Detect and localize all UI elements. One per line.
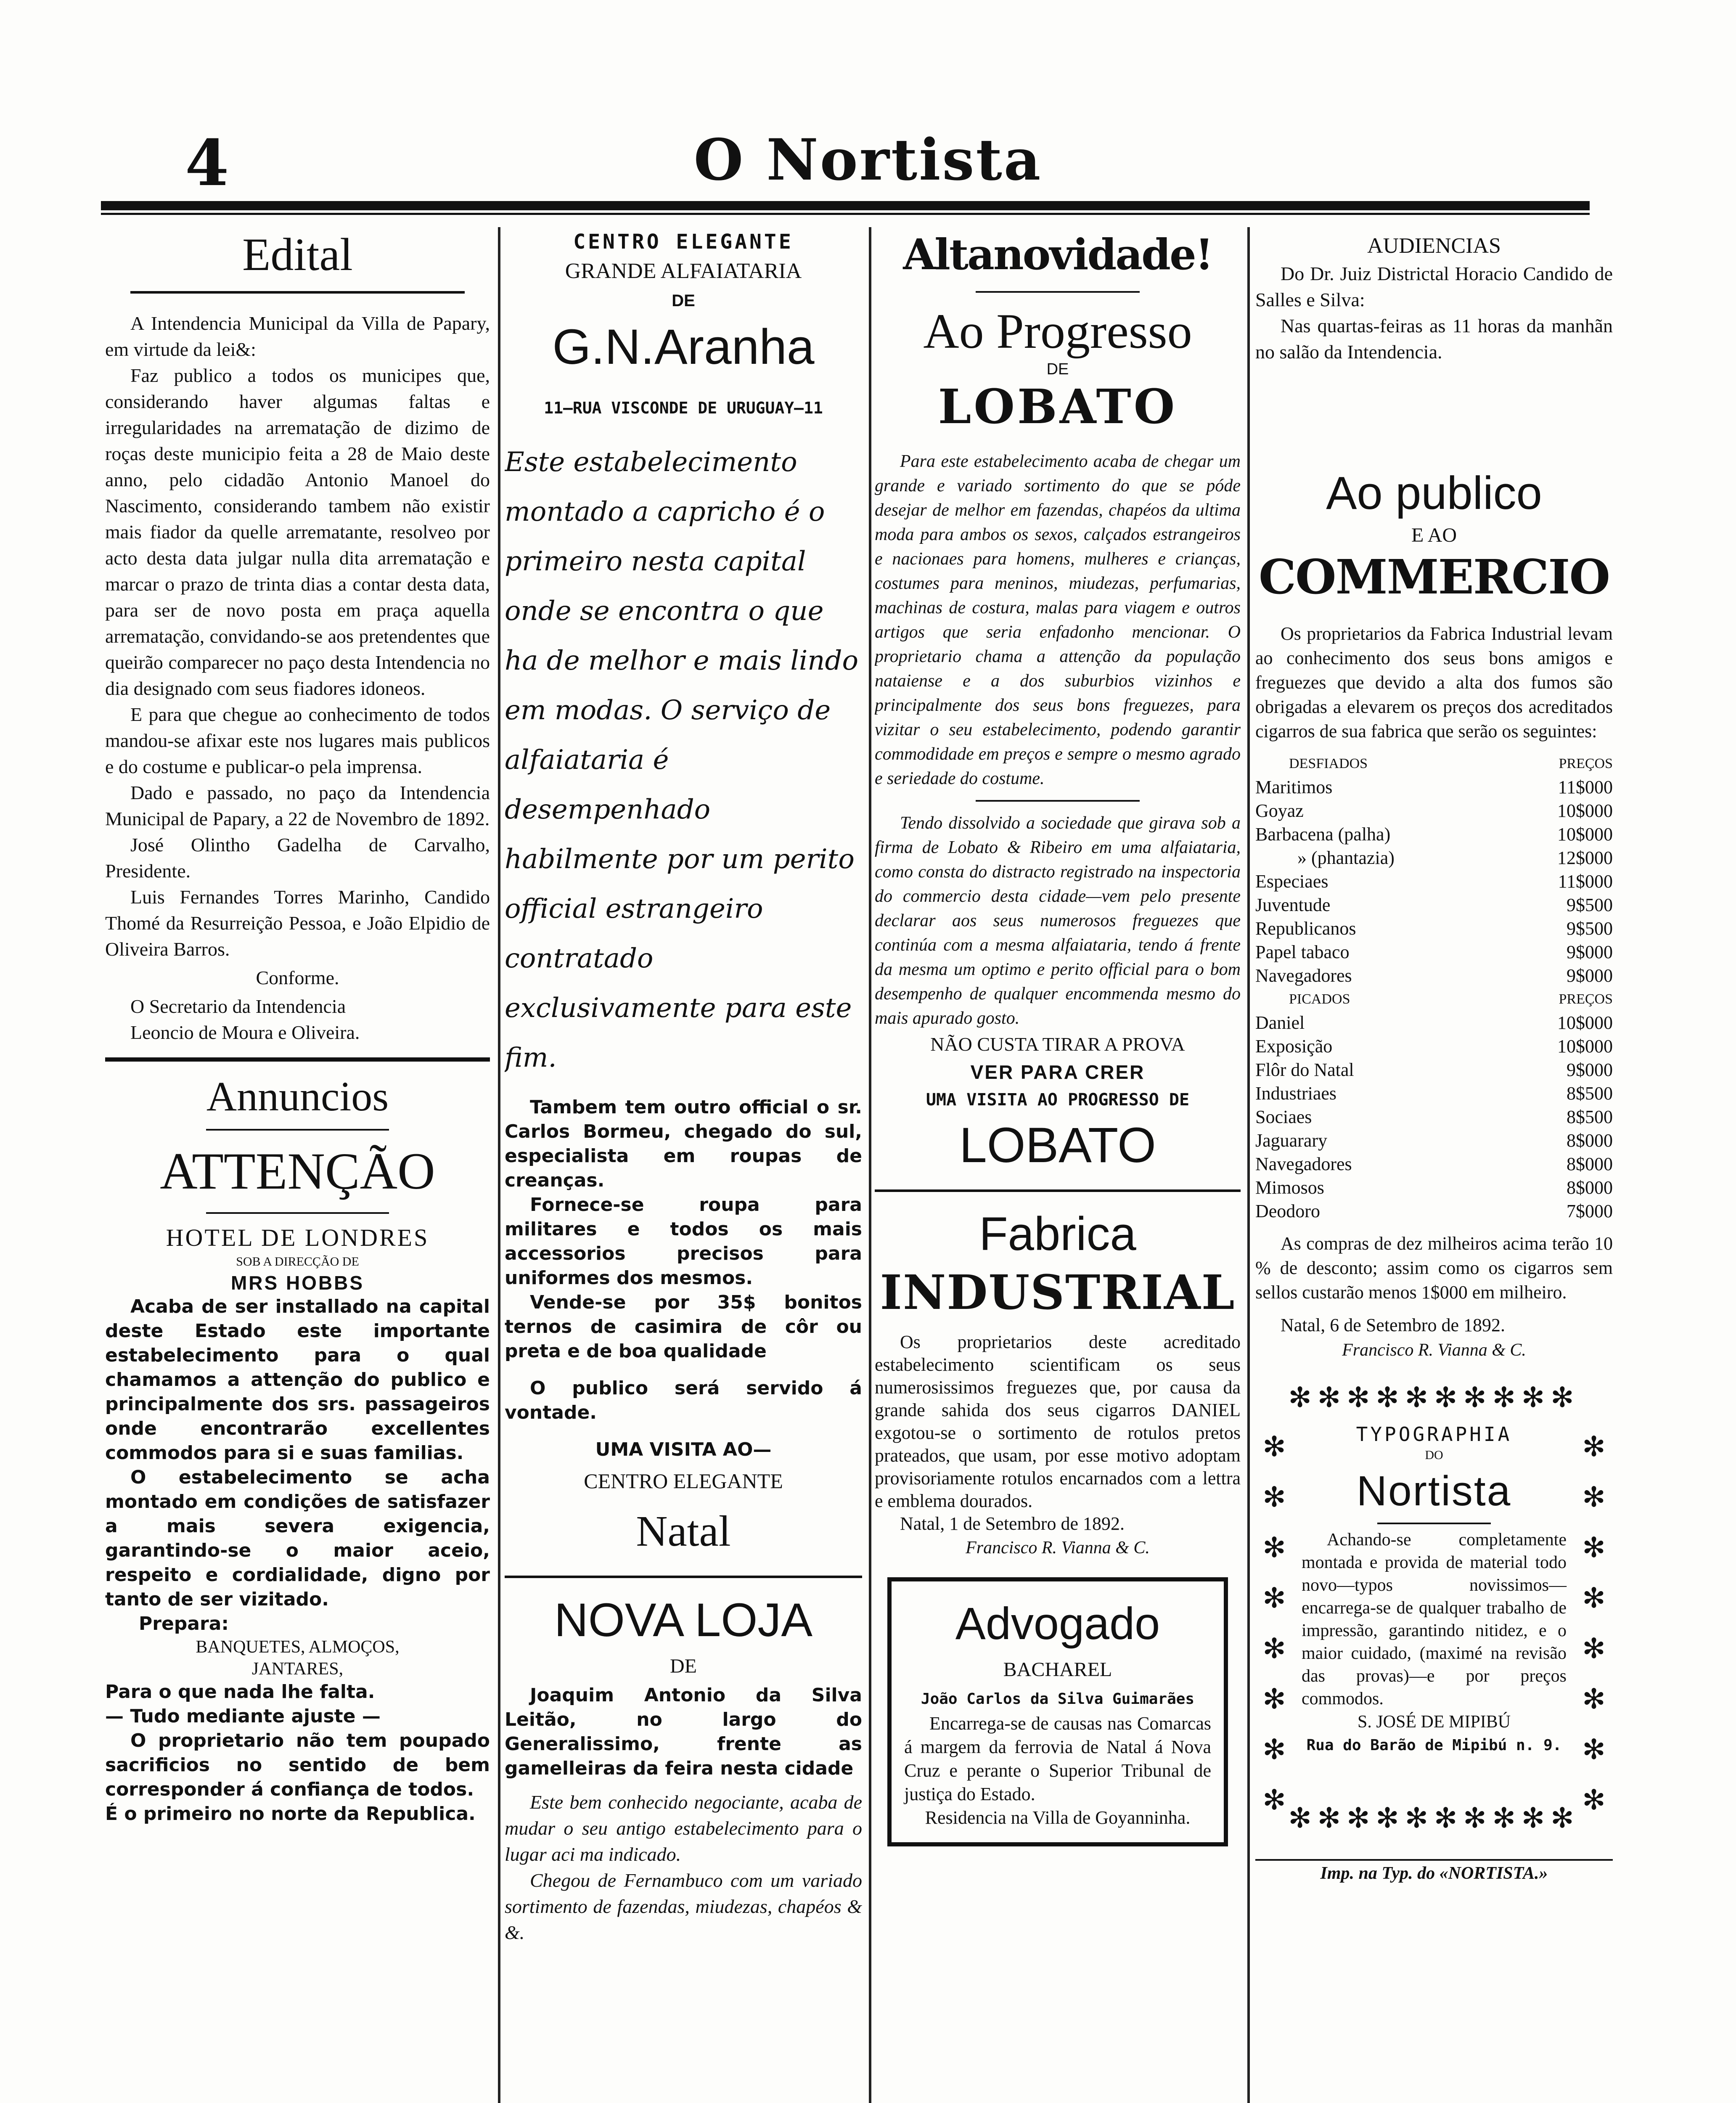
table-row	[1255, 964, 1613, 988]
masthead-rule-thin	[101, 213, 1590, 215]
price-value: 9$000	[1567, 965, 1613, 986]
hotel-prepara: Prepara:	[139, 1613, 229, 1634]
price-name: Mimosos	[1255, 1177, 1324, 1198]
audiencias-heading: AUDIENCIAS	[1367, 234, 1501, 258]
hotel-body: Acaba de ser installado na capital deste Estado este importante estabelecimento para o qual chamamos a attenção do publico e principalmente dos srs. passageiros onde encontrarão excellentes commodos para si e suas familias.	[105, 1296, 490, 1464]
advogado-body: Encarrega-se de causas nas Comarcas á margem da ferrovia de Natal á Nova Cruz e perante o Superior Tribunal de justiça do Estado.	[904, 1713, 1211, 1804]
commercio-compras: As compras de dez milheiros acima terão 10 % de desconto; assim como os cigarros sem sellos custarão menos 1$000 em milheiro.	[1255, 1233, 1613, 1303]
progresso-de: DE	[1046, 360, 1069, 378]
ao-publico-heading: Ao publico	[1326, 467, 1542, 519]
price-value: 8$500	[1567, 1107, 1613, 1127]
table-row	[1255, 776, 1613, 799]
aranha-visita: UMA VISITA AO—	[595, 1439, 772, 1460]
nova-loja-chegou: Chegou de Fernambuco com um variado sortimento de fazendas, miudezas, chapéos & &.	[505, 1870, 862, 1943]
price-name: Jaguarary	[1255, 1130, 1328, 1151]
aranha-address: 11—RUA VISCONDE DE URUGUAY—11	[544, 399, 823, 417]
aranha-vende: Vende-se por 35$ bonitos ternos de casimira de côr ou preta e de boa qualidade	[505, 1292, 862, 1362]
aranha-script: Este estabelecimento montado a capricho é o primeiro nesta capital onde se encontra o que ha de melhor e mais lindo em modas. O serviço de alfaiataria é desempenhado habilmente por um perito official estrangeiro contratado exclusivamente para este fim.	[505, 447, 858, 1073]
table-row	[1255, 1082, 1613, 1105]
price-value: 9$500	[1567, 918, 1613, 939]
table-row	[1255, 1152, 1613, 1176]
edital-paragraph: Faz publico a todos os municipes que, considerando haver algumas faltas e irregularidades na arrematação de dizimo de roças deste municipio feita a 28 de Maio deste anno, pelo cidadão Antonio Manoel do Nascimento, considerando tambem não existir mais fiador da quelle arrematante, resolveo por acto desta data julgar nulla dita arrematação e marcar o prazo de trinta dias a contar desta data, para ser de novo posta em praça aquella arrematação, convidando-se aos pretendentes que queirão comparecer no paço desta Intendencia no dia designado com seus fiadores idoneos.	[105, 365, 490, 699]
price-value: 7$000	[1567, 1201, 1613, 1221]
ornament-border-bottom: ✻✻✻✻✻✻✻✻✻✻	[1288, 1802, 1580, 1834]
aranha-centro: CENTRO ELEGANTE	[584, 1469, 783, 1493]
nova-loja-este: Este bem conhecido negociante, acaba de mudar o seu antigo estabelecimento para o lugar aci ma indicado.	[505, 1791, 862, 1865]
column-divider	[869, 227, 871, 2103]
price-name: Barbacena (palha)	[1255, 824, 1391, 845]
price-value: 8$000	[1567, 1154, 1613, 1174]
nova-loja-heading: NOVA LOJA	[554, 1594, 813, 1646]
price-name: Papel tabaco	[1255, 942, 1350, 962]
edital-body	[105, 310, 490, 1046]
edital-paragraph: E para que chegue ao conhecimento de todos mandou-se afixar este nos lugares mais publicos e do costume e publicar-o pela imprensa.	[105, 704, 490, 777]
price-name: Especiaes	[1255, 871, 1328, 892]
hotel-name: HOTEL DE LONDRES	[166, 1224, 429, 1251]
price-name: Navegadores	[1255, 965, 1352, 986]
commercio-heading: COMMERCIO	[1258, 550, 1610, 605]
price-name: Deodoro	[1255, 1201, 1320, 1221]
alta-novidade-heading: Altanovidade!	[903, 230, 1212, 279]
edital-paragraph: Luis Fernandes Torres Marinho, Candido Thomé da Resurreição Pessoa, e João Elpidio de Oliveira Barros.	[105, 886, 490, 960]
advogado-heading: Advogado	[955, 1598, 1160, 1649]
lobato-para-este: Para este estabelecimento acaba de chegar um grande e variado sortimento do que se póde desejar de melhor em fazendas, chapéos da ultima moda para ambos os sexos, calçados estrangeiros e nacionaes para homens, mulheres e crianças, costumes para meninos, miudezas, perfumarias, machinas de costura, malas para viagem e outros artigos que seria enfadonho mencionar. O proprietario chama a attenção da população nataiense e a dos suburbios vizinhos e principalmente dos seus bons freguezes, para vizitar o seu estabelecimento, podendo garantir commodidade em preços e sempre o mesmo agrado e seriedade do costume.	[875, 452, 1241, 788]
price-value: 8$500	[1567, 1083, 1613, 1104]
price-name: Daniel	[1255, 1012, 1305, 1033]
typographia-box	[1255, 1381, 1613, 1973]
divider	[105, 1057, 490, 1062]
price-name: Industriaes	[1255, 1083, 1337, 1104]
masthead-rule	[101, 201, 1590, 210]
table-row	[1255, 799, 1613, 823]
edital-paragraph: A Intendencia Municipal da Villa de Papary, em virtude da lei&:	[105, 313, 490, 360]
fabrica-heading: Fabrica	[979, 1208, 1136, 1260]
table-row	[1255, 917, 1613, 940]
divider	[976, 800, 1140, 802]
secretario: O Secretario da Intendencia	[130, 996, 346, 1017]
lobato-nao-custa: NÃO CUSTA TIRAR A PROVA	[930, 1033, 1185, 1055]
imprint: Imp. na Typ. do «NORTISTA.»	[1255, 1859, 1613, 1886]
price-name: » (phantazia)	[1297, 848, 1395, 868]
table-row	[1255, 823, 1613, 846]
price-value: 10$000	[1557, 1012, 1613, 1033]
conforme: Conforme.	[256, 967, 339, 988]
price-name: Navegadores	[1255, 1154, 1352, 1174]
hotel-banquetes: BANQUETES, ALMOÇOS, JANTARES,	[196, 1637, 400, 1679]
table-row	[1255, 1035, 1613, 1058]
table-header: PICADOS	[1289, 991, 1350, 1007]
table-row	[1255, 940, 1613, 964]
table-row	[1255, 870, 1613, 893]
column-4	[1255, 219, 1613, 2103]
hotel-proprietario: O proprietario não tem poupado sacrificios no sentido de bem corresponder á confiança de todos.	[105, 1730, 490, 1800]
divider	[206, 1129, 389, 1131]
price-name: Republicanos	[1255, 918, 1356, 939]
column-3	[875, 219, 1241, 2103]
typographia-do: DO	[1425, 1448, 1443, 1462]
price-name: Maritimos	[1255, 777, 1333, 797]
price-value: 12$000	[1557, 848, 1613, 868]
price-value: 9$000	[1567, 1059, 1613, 1080]
lobato-tendo: Tendo dissolvido a sociedade que girava sob a firma de Lobato & Ribeiro em uma alfaiataria, como consta do distracto registrado na inspectoria do commercio desta cidade—vem pelo presente declarar aos seus numerosos freguezes que continúa com a mesma alfaiataria, tendo á frente da mesma um optimo e perito official para o bom desempenho de qualquer encommenda mesmo do mais apurado gosto.	[875, 813, 1241, 1028]
audiencias-dr: Do Dr. Juiz Districtal Horacio Candido de Salles e Silva:	[1255, 263, 1613, 310]
progresso-heading: Ao Progresso	[923, 304, 1192, 359]
table-header: PREÇOS	[1559, 756, 1613, 771]
typographia-heading: TYPOGRAPHIA	[1356, 1423, 1512, 1446]
price-name: Juventude	[1255, 895, 1331, 915]
divider	[206, 1212, 389, 1214]
advogado-box	[887, 1577, 1228, 1846]
aranha-natal: Natal	[636, 1507, 731, 1555]
advogado-name: João Carlos da Silva Guimarães	[921, 1690, 1195, 1708]
attencao-heading: ATTENÇÃO	[160, 1142, 435, 1200]
divider	[976, 291, 1140, 293]
de-label: DE	[672, 291, 695, 310]
divider	[130, 291, 465, 294]
lobato-heading-2: LOBATO	[959, 1118, 1156, 1173]
price-name: Exposição	[1255, 1036, 1333, 1057]
ornament-border-top: ✻✻✻✻✻✻✻✻✻✻	[1288, 1381, 1580, 1414]
annuncios-heading: Annuncios	[206, 1073, 389, 1120]
hotel-tudo: — Tudo mediante ajuste —	[105, 1706, 381, 1727]
ornament-border-left: ✻ ✻ ✻ ✻ ✻ ✻ ✻ ✻	[1262, 1430, 1286, 1816]
column-divider	[498, 227, 500, 2103]
typographia-address: Rua do Barão de Mipibú n. 9.	[1306, 1737, 1562, 1754]
table-row	[1255, 1200, 1613, 1223]
hotel-para: Para o que nada lhe falta.	[105, 1681, 375, 1703]
lobato-uma-visita: UMA VISITA AO PROGRESSO DE	[926, 1090, 1190, 1110]
price-name: Sociaes	[1255, 1107, 1312, 1127]
hotel-body-2: O estabelecimento se acha montado em condições de satisfazer a mais severa exigencia, garantindo-se o maior aceio, respeito e cordialidade, digno por tanto de ser vizitado.	[105, 1467, 490, 1610]
industrial-heading: INDUSTRIAL	[880, 1265, 1236, 1320]
table-header: PREÇOS	[1559, 991, 1613, 1007]
commercio-date: Natal, 6 de Setembro de 1892.	[1281, 1315, 1505, 1335]
price-value: 9$500	[1567, 895, 1613, 915]
table-row	[1255, 1129, 1613, 1152]
aranha-fornece: Fornece-se roupa para militares e todos os mais accessorios precisos para uniformes dos mesmos.	[505, 1194, 862, 1289]
fabrica-date: Natal, 1 de Setembro de 1892.	[900, 1513, 1125, 1534]
price-value: 10$000	[1557, 800, 1613, 821]
secretario-nome: Leoncio de Moura e Oliveira.	[130, 1022, 360, 1043]
table-row	[1255, 1176, 1613, 1200]
column-2	[505, 219, 862, 2103]
ornament-border-right: ✻ ✻ ✻ ✻ ✻ ✻ ✻ ✻	[1582, 1430, 1606, 1816]
nova-loja-de: DE	[670, 1655, 697, 1677]
centro-elegante-heading: CENTRO ELEGANTE	[573, 230, 794, 254]
price-value: 8$000	[1567, 1130, 1613, 1151]
edital-heading: Edital	[242, 229, 353, 280]
price-value: 9$000	[1567, 942, 1613, 962]
price-value: 11$000	[1558, 777, 1613, 797]
column-divider	[1247, 227, 1250, 2103]
column-1	[105, 219, 490, 2103]
audiencias-nas: Nas quartas-feiras as 11 horas da manhãn no salão da Intendencia.	[1255, 315, 1613, 363]
price-value: 11$000	[1558, 871, 1613, 892]
table-header: DESFIADOS	[1289, 756, 1368, 771]
lobato-ver: VER PARA CRER	[970, 1061, 1145, 1083]
typographia-nortista: Nortista	[1356, 1467, 1512, 1515]
advogado-bacharel: BACHAREL	[1003, 1658, 1112, 1681]
e-ao: E AO	[1411, 524, 1457, 546]
page-number: 4	[185, 126, 229, 200]
divider	[505, 1576, 862, 1578]
hotel-primeiro: É o primeiro no norte da Republica.	[105, 1803, 476, 1825]
fabrica-body: Os proprietarios deste acreditado estabelecimento scientificam os seus numerosissimos freguezes que, por causa da grande sahida dos seus cigarros DANIEL exgotou-se o sortimento de rotulos pretos prateados, que usam, por esse motivo adoptam provisoriamente rotulos encarnados com a lettra e emblema dourados.	[875, 1332, 1241, 1511]
divider	[875, 1189, 1241, 1192]
hotel-owner: MRS HOBBS	[230, 1272, 365, 1294]
aranha-heading: G.N.Aranha	[552, 319, 815, 375]
price-name: Flôr do Natal	[1255, 1059, 1354, 1080]
grande-alfaiataria: GRANDE ALFAIATARIA	[565, 259, 802, 283]
nova-loja-joaquim: Joaquim Antonio da Silva Leitão, no largo do Generalissimo, frente as gamelleiras da feira nesta cidade	[505, 1685, 862, 1779]
table-row	[1255, 1105, 1613, 1129]
price-name: Goyaz	[1255, 800, 1304, 821]
price-value: 10$000	[1557, 824, 1613, 845]
newspaper-title: O Nortista	[693, 126, 1043, 193]
typographia-place: S. JOSÉ DE MIPIBÚ	[1357, 1712, 1511, 1732]
table-row	[1255, 893, 1613, 917]
price-value: 8$000	[1567, 1177, 1613, 1198]
masthead	[0, 126, 1736, 198]
edital-paragraph: José Olintho Gadelha de Carvalho, Presidente.	[105, 834, 490, 882]
table-row	[1255, 1058, 1613, 1082]
table-row	[1255, 846, 1613, 870]
commercio-body: Os proprietarios da Fabrica Industrial levam ao conhecimento dos seus bons amigos e freguezes que devido a alta dos fumos são obrigadas a elevarem os preços dos acreditados cigarros de sua fabrica que serão os seguintes:	[1255, 623, 1613, 742]
lobato-heading: LOBATO	[938, 379, 1178, 434]
typographia-body: Achando-se completamente montada e provida de material todo novo—typos novissimos—encarrega-se de qualquer trabalho de impressão, garantindo nitidez, e o maior cuidado, (maximé na revisão das provas)—e por preços commodos.	[1302, 1530, 1567, 1708]
price-value: 10$000	[1557, 1036, 1613, 1057]
fabrica-firm: Francisco R. Vianna & C.	[966, 1538, 1150, 1557]
edital-paragraph: Dado e passado, no paço da Intendencia Municipal de Papary, a 22 de Novembro de 1892.	[105, 782, 490, 829]
advogado-residencia: Residencia na Villa de Goyanninha.	[925, 1807, 1191, 1828]
prices-table-desfiados	[1255, 752, 1613, 1223]
divider	[1377, 1523, 1491, 1524]
commercio-firm: Francisco R. Vianna & C.	[1342, 1340, 1526, 1360]
aranha-publico: O publico será servido á vontade.	[505, 1377, 862, 1423]
aranha-tambem: Tambem tem outro official o sr. Carlos Bormeu, chegado do sul, especialista em roupas de creanças.	[505, 1097, 862, 1191]
table-row	[1255, 1011, 1613, 1035]
hotel-sob: SOB A DIRECÇÃO DE	[236, 1255, 359, 1269]
